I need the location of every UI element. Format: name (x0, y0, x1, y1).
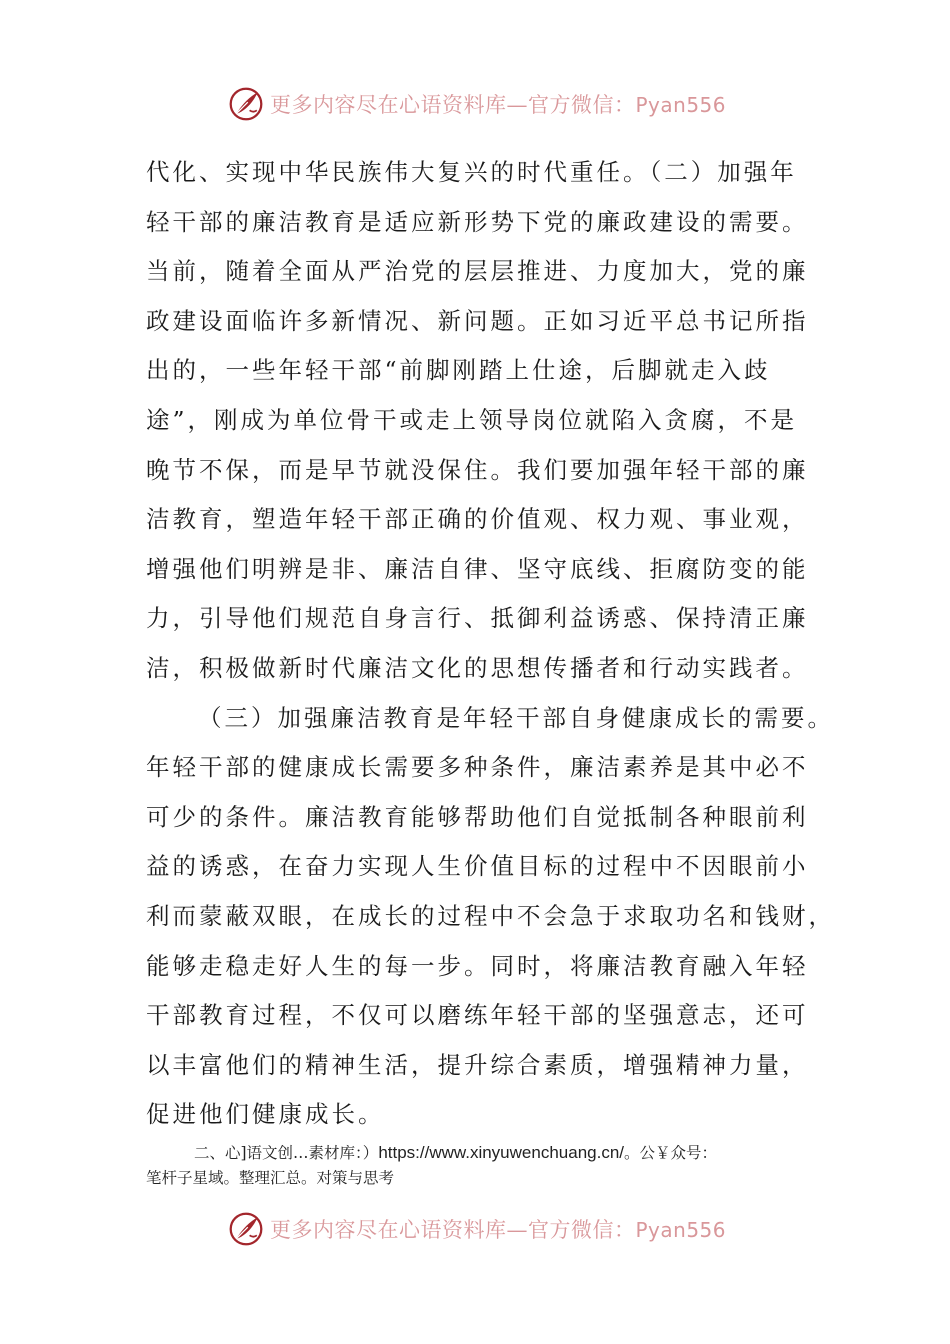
body-line: 力，引导他们规范自身言行、抵御利益诱惑、保持清正廉 (146, 604, 809, 633)
body-line: 年轻干部的健康成长需要多种条件，廉洁素养是其中必不 (146, 753, 809, 782)
footnote-link[interactable]: https://www.xinyuwenchuang.cn/ (378, 1143, 624, 1162)
body-line: 可少的条件。廉洁教育能够帮助他们自觉抵制各种眼前利 (146, 802, 809, 831)
footer-wechat-id: Pyan556 (635, 1218, 727, 1242)
footnote-line-2: 笔杆子星域。整理汇总。对策与思考 (146, 1169, 395, 1187)
footnote-line-1 (146, 1140, 826, 1166)
body-line: 出的，一些年轻干部“前脚刚踏上仕途，后脚就走入歧 (146, 356, 771, 385)
body-line: 洁教育，塑造年轻干部正确的价值观、权力观、事业观， (146, 505, 809, 534)
body-line: 政建设面临许多新情况、新问题。正如习近平总书记所指 (146, 306, 809, 335)
body-line: 利而蒙蔽双眼，在成长的过程中不会急于求取功名和钱财， (146, 901, 835, 930)
footnote (146, 1140, 826, 1191)
body-line: 增强他们明辨是非、廉洁自律、坚守底线、拒腐防变的能 (146, 554, 809, 583)
body-line: 轻干部的廉洁教育是适应新形势下党的廉政建设的需要。 (146, 207, 809, 236)
footer-banner-label: 更多内容尽在心语资料库—官方微信： (270, 1218, 636, 1242)
body-line: 当前，随着全面从严治党的层层推进、力度加大，党的廉 (146, 257, 809, 286)
footer-banner-text (270, 1214, 726, 1244)
document-body (146, 148, 835, 1140)
header-banner-label: 更多内容尽在心语资料库—官方微信： (270, 93, 636, 117)
footnote-suffix: 。公￥众号： (624, 1144, 718, 1162)
footnote-prefix: 二、心]语文创…素材库：） (194, 1144, 379, 1162)
body-line: 益的诱惑，在奋力实现人生价值目标的过程中不因眼前小 (146, 852, 809, 881)
body-line: 以丰富他们的精神生活，提升综合素质，增强精神力量， (146, 1050, 809, 1079)
body-line: 洁，积极做新时代廉洁文化的思想传播者和行动实践者。 (146, 653, 809, 682)
body-line: 代化、实现中华民族伟大复兴的时代重任。（二）加强年 (146, 158, 797, 186)
body-line: 能够走稳走好人生的每一步。同时，将廉洁教育融入年轻 (146, 951, 809, 980)
body-line: 促进他们健康成长。 (146, 1100, 385, 1129)
header-banner (228, 82, 728, 126)
section-heading-line: （三）加强廉洁教育是年轻干部自身健康成长的需要。 (198, 703, 834, 732)
body-line: 途”，刚成为单位骨干或走上领导岗位就陷入贪腐，不是 (146, 405, 798, 434)
footer-banner (228, 1207, 728, 1251)
header-wechat-id: Pyan556 (635, 93, 727, 117)
body-line: 干部教育过程，不仅可以磨练年轻干部的坚强意志，还可 (146, 1001, 809, 1030)
quill-pen-logo-icon (228, 1211, 264, 1247)
header-banner-text (270, 89, 726, 119)
quill-pen-logo-icon (228, 86, 264, 122)
body-line: 晚节不保，而是早节就没保住。我们要加强年轻干部的廉 (146, 455, 809, 484)
